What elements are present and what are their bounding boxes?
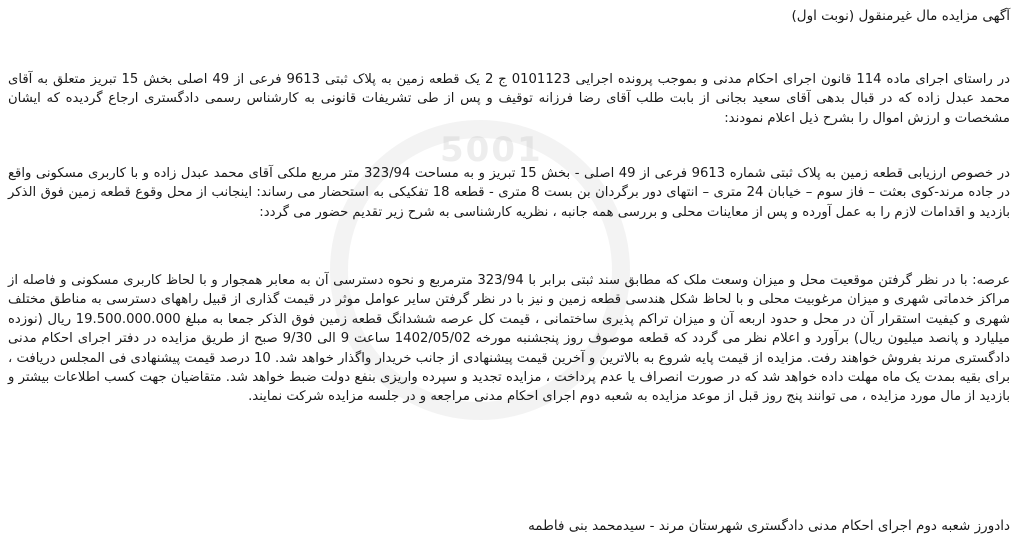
- notice-title: آگهی مزایده مال غیرمنقول (نوبت اول): [791, 8, 1010, 24]
- paragraph-intro: در راستای اجرای ماده 114 قانون اجرای احکام مدنی و بموجب پرونده اجرایی 0101123 ج 2 یک قطعه زمین به پلاک ثبتی 9613 فرعی از 49 اصلی بخش 15 تبریز متعلق به آقای محمد عبدل زاده که در قبال بدهی آقای سعید بجانی از بابت طلب آقای رضا فرزانه توقیف و پس از طی تشریفات قانونی به کارشناس رسمی دادگستری ارجاع گردیده که ایشان مشخصات و ارزش اموال را بشرح ذیل اعلام نمودند:: [8, 72, 1010, 126]
- paragraph-auction-terms: عرصه: با در نظر گرفتن موقعیت محل و میزان وسعت ملک که مطابق سند ثبتی برابر با 323/94 مترمربع و نحوه دسترسی آن به معابر همجوار و با لحاظ کاربری مسکونی و فاصله از مراکز خدماتی شهری و میزان مرغوبیت محلی و با لحاظ شکل هندسی قطعه زمین و نیز با در نظر گرفتن سایر عوامل موثر در قیمت گذاری از قبیل راههای دسترسی به مناطق مختلف شهری و کیفیت استقرار آن در محل و حدود اربعه آن و میزان تراکم پذیری ساختمانی ، قیمت کل عرصه ششدانگ قطعه زمین فوق الذکر جمعا به مبلغ 19.500.000.000 ریال (نوزده میلیارد و پانصد میلیون ریال) برآورد و اعلام نظر می گردد که قطعه موصوف روز پنجشنبه مورخه 1402/05/02 ساعت 9 الی 9/30 صبح از طریق مزایده در دفتر اجرای احکام مدنی دادگستری مرند بفروش خواهند رفت. مزایده از قیمت پایه شروع به بالاترین و آخرین قیمت پیشنهادی از جانب خریدار واگذار خواهد شد. 10 درصد قیمت پیشنهادی فی المجلس دریافت ، برای بقیه بمدت یک ماه مهلت داده خواهد شد که در صورت انصراف یا عدم پرداخت ، مزایده تجدید و سپرده واریزی بنفع دولت ضبط خواهد شد. متقاضیان جهت کسب اطلاعات بیشتر و بازدید از مال مورد مزایده ، می توانند پنج روز قبل از موعد مزایده به شعبه دوم اجرای احکام مدنی مراجعه و در جلسه مزایده شرکت نمایند.: [8, 273, 1010, 405]
- watermark-text: 5001: [440, 130, 543, 170]
- signature-line: دادورز شعبه دوم اجرای احکام مدنی دادگستری شهرستان مرند - سیدمحمد بنی فاطمه: [528, 518, 1010, 534]
- paragraph-appraisal: در خصوص ارزیابی قطعه زمین به پلاک ثبتی شماره 9613 فرعی از 49 اصلی - بخش 15 تبریز و به مساحت 323/94 متر مربع ملکی آقای محمد عبدل زاده و با کاربری مسکونی واقع در جاده مرند-کوی بعثت – فاز سوم – خیابان 24 متری – انتهای دور برگردان بن بست 8 متری - قطعه 18 تفکیکی به استحضار می رساند: اینجانب از محل وقوع قطعه زمین فوق الذکر بازدید و اقدامات لازم را به عمل آورده و پس از معاینات محلی و بررسی همه جانبه ، نظریه کارشناسی به شرح زیر تقدیم حضور می گردد:: [8, 166, 1010, 220]
